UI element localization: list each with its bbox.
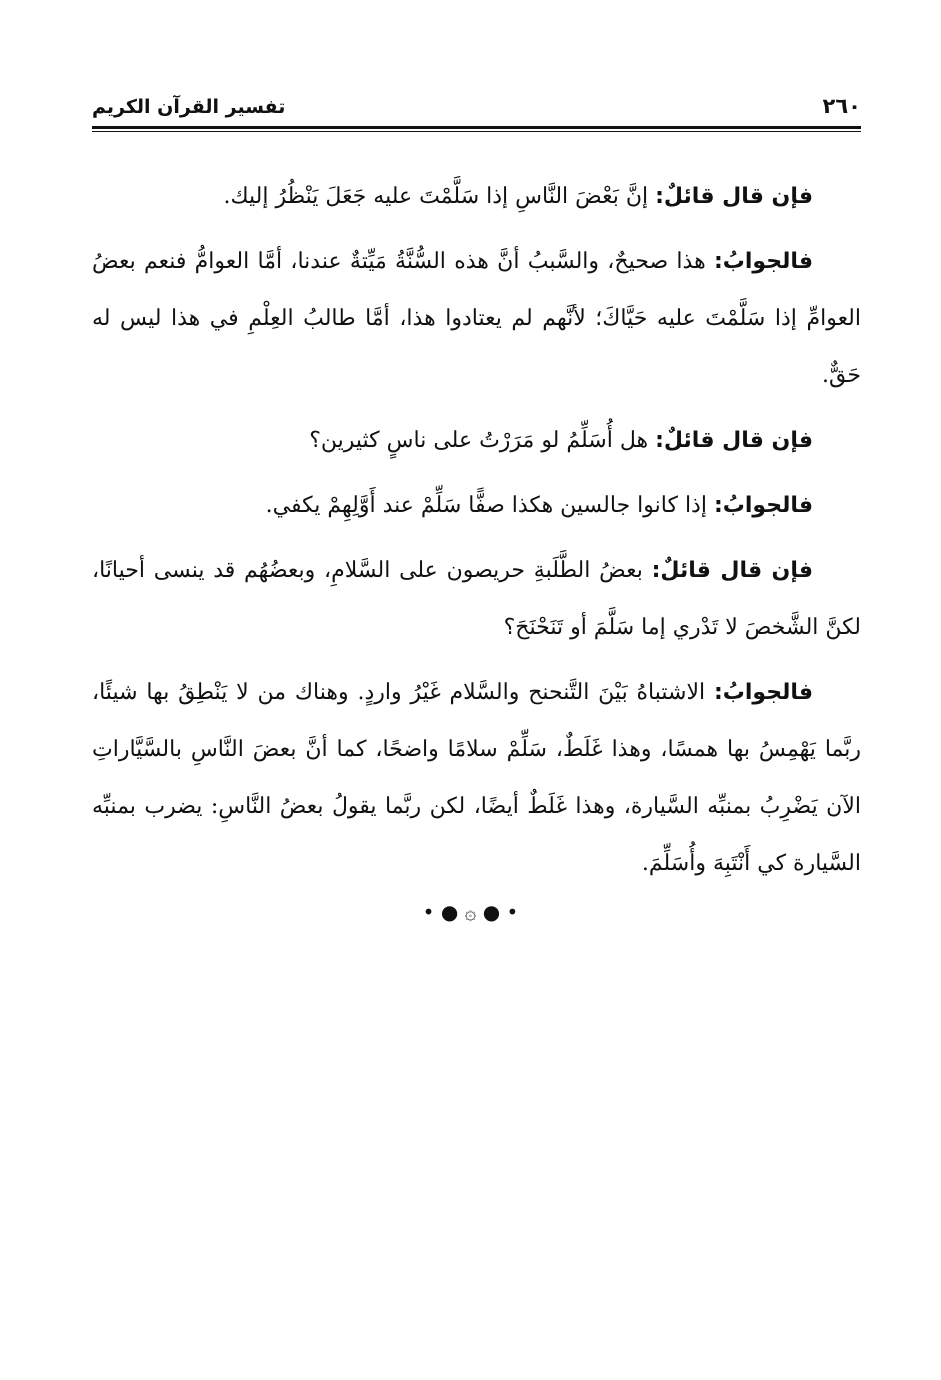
header-rule-thin bbox=[92, 131, 861, 132]
paragraph-text: إنَّ بَعْضَ النَّاسِ إذا سَلَّمْتَ عليه جَعَلَ يَنْظُرُ إليك. bbox=[223, 184, 656, 209]
paragraph-text: هذا صحيحٌ، والسَّببُ أنَّ هذه السُّنَّةُ مَيِّتةٌ عندنا، أمَّا العوامُّ فنعم بعضُ العوامِّ إذا سَلَّمْتَ عليه حَيَّاكَ؛ لأنَّهم لم يعتادوا هذا، أمَّا طالبُ العِلْمِ في هذا ليس له حَقٌّ. bbox=[92, 249, 861, 388]
paragraph-lead: فإن قال قائلٌ: bbox=[651, 558, 813, 583]
paragraph bbox=[92, 542, 861, 656]
paragraph bbox=[92, 233, 861, 404]
paragraph-lead: فإن قال قائلٌ: bbox=[655, 428, 813, 453]
page-number: ٢٦٠ bbox=[822, 94, 861, 118]
paragraph-text: هل أُسَلِّمُ لو مَرَرْتُ على ناسٍ كثيرين؟ bbox=[309, 428, 656, 453]
paragraph-lead: فإن قال قائلٌ: bbox=[655, 184, 813, 209]
paragraph-lead: فالجوابُ: bbox=[713, 249, 813, 274]
header-rule bbox=[92, 126, 861, 129]
page-header bbox=[92, 92, 861, 122]
book-title: تفسير القرآن الكريم bbox=[92, 96, 286, 118]
paragraph bbox=[92, 477, 861, 534]
paragraph bbox=[92, 664, 861, 892]
paragraph bbox=[92, 168, 861, 225]
section-end-ornament: • ● ۞ ● • bbox=[422, 900, 519, 924]
paragraph bbox=[92, 412, 861, 469]
paragraph-lead: فالجوابُ: bbox=[713, 680, 813, 705]
page-body bbox=[92, 168, 861, 900]
paragraph-text: بعضُ الطَّلَبةِ حريصون على السَّلامِ، وبعضُهُم قد ينسى أحيانًا، لكنَّ الشَّخصَ لا تَدْري إما سَلَّمَ أو تَنَحْنَحَ؟ bbox=[92, 558, 861, 640]
paragraph-text: الاشتباهُ بَيْنَ التَّنحنح والسَّلام غَيْرُ واردٍ. وهناك من لا يَنْطِقُ بها شيئًا، ربَّما يَهْمِسُ بها همسًا، وهذا غَلَطٌ، سَلِّمْ سلامًا واضحًا، كما أنَّ بعضَ النَّاسِ بالسَّيَّاراتِ الآن يَضْرِبُ بمنبِّه السَّيارة، وهذا غَلَطٌ أيضًا، لكن ربَّما يقولُ بعضُ النَّاسِ: يضرب بمنبِّه السَّيارة كي أَنْتَبِهَ وأُسَلِّمَ. bbox=[92, 680, 861, 876]
paragraph-text: إذا كانوا جالسين هكذا صفًّا سَلِّمْ عند أَوَّلِهِمْ يكفي. bbox=[265, 493, 714, 518]
paragraph-lead: فالجوابُ: bbox=[713, 493, 813, 518]
